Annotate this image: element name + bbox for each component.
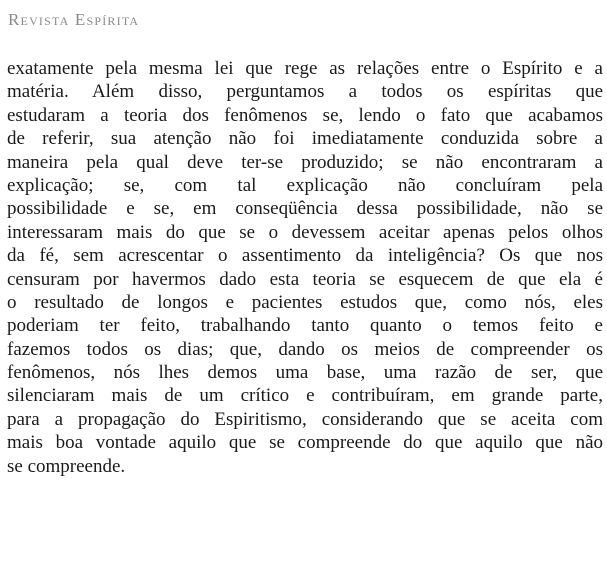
text-line: para a propagação do Espiritismo, considerando que se aceita com [7,408,603,430]
running-head-title: Revista Espírita [8,10,140,29]
text-line: matéria. Além disso, perguntamos a todos os espíritas que [7,81,603,103]
text-line: o resultado de longos e pacientes estudos que, como nós, eles [7,291,603,313]
text-line: exatamente pela mesma lei que rege as relações entre o Espírito e a [7,58,603,79]
text-line: mais boa vontade aquilo que se compreende do que aquilo que não [7,432,603,454]
text-line: silenciaram mais de um crítico e contribuíram, em grande parte, [7,385,603,407]
text-line-last: se compreende. [7,455,126,477]
text-line: censuram por havermos dado esta teoria se esquecem de que ela é [7,268,603,290]
text-line: poderiam ter feito, trabalhando tanto quanto o temos feito e [7,315,603,337]
text-line: explicação; se, com tal explicação não concluíram pela [7,174,603,196]
text-line: da fé, sem acrescentar o assentimento da inteligência? Os que nos [7,245,603,267]
text-line: fazemos todos os dias; que, dando os meios de compreender os [7,338,603,360]
text-line: interessaram mais do que se o devessem aceitar apenas pelos olhos [7,221,603,243]
text-line: estudaram a teoria dos fenômenos se, lendo o fato que acabamos [7,104,603,126]
text-line: de referir, sua atenção não foi imediatamente conduzida sobre a [7,128,603,150]
body-paragraph [7,57,603,478]
text-line: maneira pela qual deve ter-se produzido; se não encontraram a [7,151,603,173]
text-line: fenômenos, nós lhes demos uma base, uma razão de ser, que [7,362,603,384]
text-line: possibilidade e se, em conseqüência dessa possibilidade, não se [7,198,603,220]
